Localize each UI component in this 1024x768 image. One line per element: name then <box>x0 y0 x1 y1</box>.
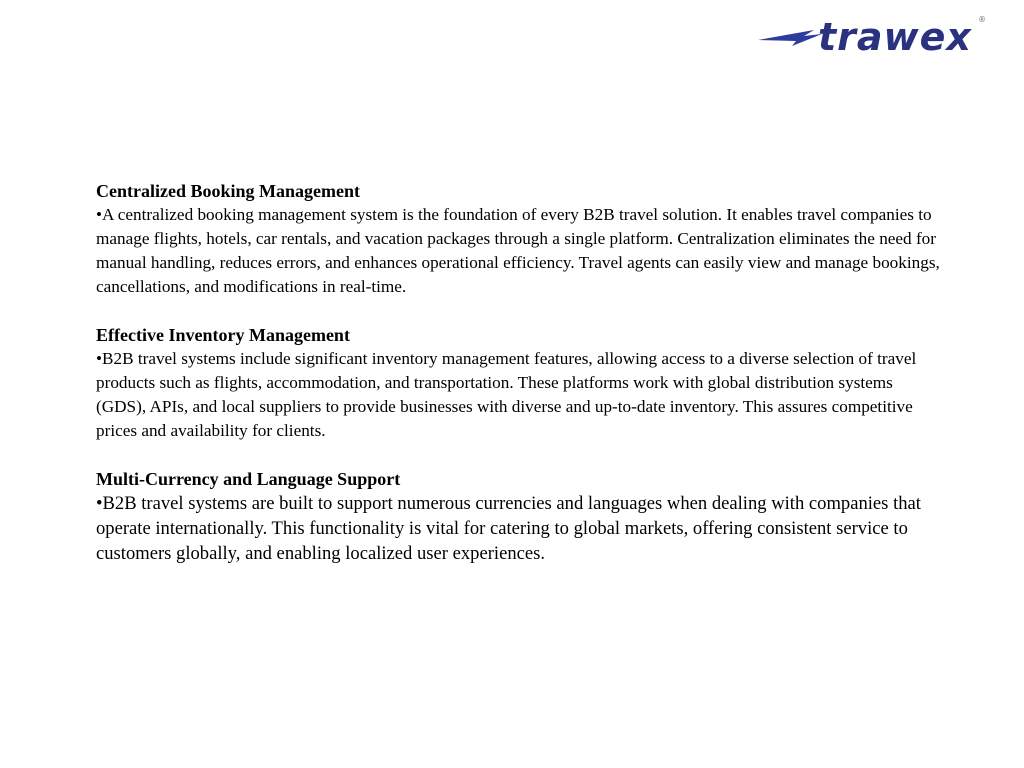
section-title: Effective Inventory Management <box>96 325 350 345</box>
section-multi-currency <box>96 467 946 566</box>
swoosh-icon <box>758 30 822 46</box>
section-body: •A centralized booking management system is the foundation of every B2B travel solution. It enables travel companies to manage flights, hotels, car rentals, and vacation packages through a single platform. Centralization eliminates the need for manual handling, reduces errors, and enhances operational efficiency. Travel agents can easily view and manage bookings, cancellations, and modifications in real-time. <box>96 205 940 296</box>
section-body: •B2B travel systems include significant inventory management features, allowing access to a diverse selection of travel products such as flights, accommodation, and transportation. These platforms work with global distribution systems (GDS), APIs, and local suppliers to provide businesses with diverse and up-to-date inventory. This assures competitive prices and availability for clients. <box>96 349 917 440</box>
registered-mark: ® <box>978 15 986 24</box>
section-inventory-management <box>96 323 946 443</box>
logo-wordmark: trawex <box>818 15 972 59</box>
section-centralized-booking <box>96 179 946 299</box>
section-title: Multi-Currency and Language Support <box>96 469 401 489</box>
trawex-logo <box>756 12 1001 58</box>
section-body: •B2B travel systems are built to support numerous currencies and languages when dealing with companies that operate internationally. This functionality is vital for catering to global markets, offering consistent service to customers globally, and enabling localized user experiences. <box>96 493 921 564</box>
trawex-logo-graphic <box>756 12 1001 58</box>
slide-content <box>96 179 946 590</box>
section-title: Centralized Booking Management <box>96 181 360 201</box>
